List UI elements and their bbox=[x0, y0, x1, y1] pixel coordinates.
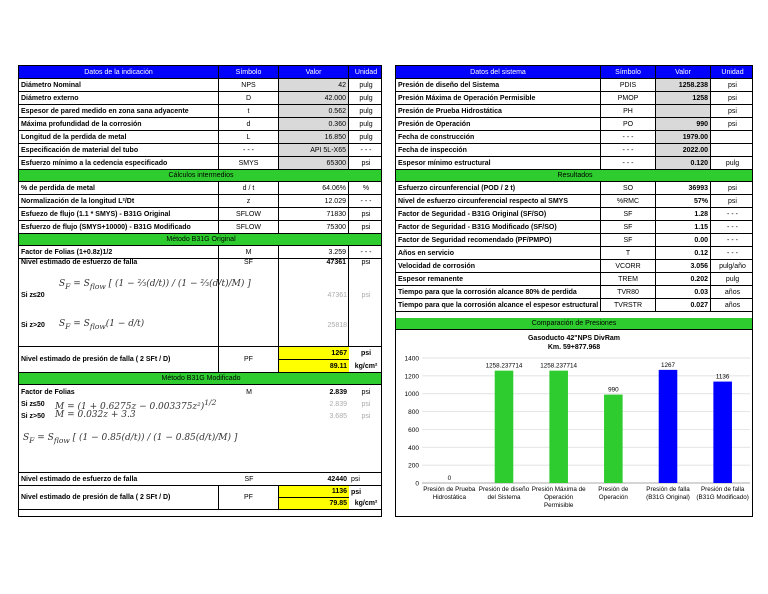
results-title-text: Resultados bbox=[557, 172, 593, 179]
mod-nivel-unit: psi bbox=[351, 475, 360, 483]
right-header-simbolo: Símbolo bbox=[601, 66, 656, 78]
mod-presion-kg-value: 79.85 bbox=[279, 498, 349, 509]
left-data-row-2 bbox=[19, 105, 381, 118]
right-data-row-5-value: 2022.00 bbox=[656, 144, 711, 156]
right-data-row-5-symbol: - - - bbox=[601, 144, 656, 156]
calc-row-2-label: Esfuezo de flujo (1.1 * SMYS) - B31G Original bbox=[19, 208, 219, 220]
left-data-row-6-unit: psi bbox=[361, 159, 371, 167]
calc-row-1-symbol: z bbox=[219, 195, 279, 207]
calc-row-2-value: 71830 bbox=[279, 208, 349, 220]
right-data-row-3-value: 990 bbox=[656, 118, 711, 130]
results-row-3-value: 1.15 bbox=[656, 221, 711, 233]
left-panel bbox=[18, 65, 382, 517]
left-data-row-5-value: API 5L-X65 bbox=[279, 144, 349, 156]
left-data-row-2-label: Espesor de pared medido en zona sana adyacente bbox=[19, 105, 219, 117]
results-row-0-value: 36993 bbox=[656, 182, 711, 194]
b31g-nivel-unit: psi bbox=[361, 259, 371, 266]
b31g-presion-psi-unit: psi bbox=[360, 350, 372, 357]
right-data-row-4-unit bbox=[711, 131, 754, 143]
calc-row-0-unit: % bbox=[362, 184, 370, 192]
bar-label-3: 990 bbox=[608, 386, 619, 394]
left-data-row-4 bbox=[19, 131, 381, 144]
results-row-2 bbox=[396, 208, 752, 221]
calc-row-3-symbol: SFLOW bbox=[219, 221, 279, 233]
right-data-row-1 bbox=[396, 92, 752, 105]
left-data-row-0-value: 42 bbox=[279, 79, 349, 91]
results-row-8-unit: años bbox=[724, 288, 741, 296]
calc-title-text: Cálculos intermedios bbox=[168, 172, 234, 179]
left-data-row-1-value: 42.000 bbox=[279, 92, 349, 104]
left-data-row-4-unit: pulg bbox=[359, 133, 373, 141]
results-row-8-value: 0.03 bbox=[656, 286, 711, 298]
left-data-row-3 bbox=[19, 118, 381, 131]
calc-row-0-label: % de perdida de metal bbox=[19, 182, 219, 194]
x-tick-3: Presión de Operación bbox=[598, 486, 629, 501]
b31g-presion-symbol: PF bbox=[219, 347, 279, 372]
b31g-case2-label: Si z>20 bbox=[21, 321, 45, 329]
results-row-5-unit: - - - bbox=[727, 249, 738, 257]
calc-row-3-label: Esfuerzo de flujo (SMYS+10000) - B31G Modificado bbox=[19, 221, 219, 233]
left-data-row-1 bbox=[19, 92, 381, 105]
results-row-9-label: Tiempo para que la corrosión alcance el espesor estructural bbox=[396, 299, 601, 311]
right-data-row-6-symbol: - - - bbox=[601, 157, 656, 169]
left-data-row-5-unit: - - - bbox=[360, 146, 372, 154]
results-row-9-symbol: TVRSTR bbox=[601, 299, 656, 311]
results-row-3-symbol: SF bbox=[601, 221, 656, 233]
right-data-row-1-label: Presión Máxima de Operación Permisible bbox=[396, 92, 601, 104]
right-data-row-5-unit bbox=[711, 144, 754, 156]
calc-row-1-value: 12.029 bbox=[279, 195, 349, 207]
results-row-6-unit: pulg/año bbox=[719, 262, 746, 270]
results-row-1-symbol: %RMC bbox=[601, 195, 656, 207]
left-header-unidad: Unidad bbox=[354, 68, 378, 76]
mod-case2-value: 3.685 bbox=[329, 412, 347, 420]
mod-presion-kg-unit: kg/cm² bbox=[354, 500, 378, 507]
calc-row-3-unit: psi bbox=[361, 223, 371, 231]
chart-title: Gasoducto 42"NPS DivRam bbox=[527, 335, 621, 342]
b31g-presion-label: Nivel estimado de presión de falla ( 2 SFt / D) bbox=[19, 347, 219, 372]
bar-4 bbox=[659, 370, 678, 483]
y-tick-7: 1400 bbox=[404, 355, 419, 363]
calc-row-1 bbox=[19, 195, 381, 208]
mod-presion-psi-value: 1136 bbox=[279, 486, 349, 498]
results-row-5 bbox=[396, 247, 752, 260]
b31g-formula-case2: $S_F = S_{flow}(1 - d/t)$ bbox=[59, 319, 145, 331]
right-data-row-0-value: 1258.238 bbox=[656, 79, 711, 91]
calc-title bbox=[19, 170, 381, 182]
results-row-6 bbox=[396, 260, 752, 273]
right-data-row-0-label: Presión de diseño del Sistema bbox=[396, 79, 601, 91]
x-tick-1: Presión de diseño del Sistema bbox=[478, 486, 530, 501]
right-panel bbox=[395, 65, 753, 517]
results-row-3 bbox=[396, 221, 752, 234]
right-data-row-6 bbox=[396, 157, 752, 170]
mod-formula-case1: $M = (1 + 0.6275z - 0.003375z^2)^{1/2}$ bbox=[55, 398, 217, 412]
right-data-row-0-unit: psi bbox=[728, 81, 737, 89]
mod-nivel-label: Nivel estimado de esfuerzo de falla bbox=[21, 475, 138, 483]
y-tick-3: 600 bbox=[408, 426, 419, 434]
results-row-5-value: 0.12 bbox=[656, 247, 711, 259]
right-data-row-4 bbox=[396, 131, 752, 144]
results-row-2-symbol: SF bbox=[601, 208, 656, 220]
results-row-6-label: Velocidad de corrosión bbox=[396, 260, 601, 272]
results-row-2-value: 1.28 bbox=[656, 208, 711, 220]
calc-row-2 bbox=[19, 208, 381, 221]
x-tick-5: Presión de falla (B31G Modificado) bbox=[696, 486, 749, 501]
results-row-1-value: 57% bbox=[656, 195, 711, 207]
left-data-row-0 bbox=[19, 79, 381, 92]
results-row-7-symbol: TREM bbox=[601, 273, 656, 285]
mod-folias-unit: psi bbox=[361, 388, 371, 396]
results-row-0-label: Esfuerzo circunferencial (POD / 2 t) bbox=[396, 182, 601, 194]
results-row-0-symbol: SO bbox=[601, 182, 656, 194]
folias-row-symbol: M bbox=[219, 246, 279, 258]
results-row-4-label: Factor de Seguridad recomendado (PF/PMPO) bbox=[396, 234, 601, 246]
bar-3 bbox=[604, 395, 623, 483]
results-row-9-unit: años bbox=[724, 301, 741, 309]
b31g-case1-value: 47361 bbox=[327, 291, 347, 299]
y-tick-6: 1200 bbox=[404, 373, 419, 381]
y-tick-5: 1000 bbox=[404, 391, 419, 399]
b31g-presion-kg-value: 89.11 bbox=[279, 360, 349, 372]
results-row-2-label: Factor de Seguridad - B31G Original (SF/SO) bbox=[396, 208, 601, 220]
results-row-8-symbol: TVR80 bbox=[601, 286, 656, 298]
y-tick-0: 0 bbox=[415, 480, 419, 488]
results-row-1 bbox=[396, 195, 752, 208]
bar-label-5: 1136 bbox=[715, 373, 730, 381]
results-row-1-unit: psi bbox=[728, 197, 737, 205]
results-row-2-unit: - - - bbox=[727, 210, 738, 218]
chart-header-row bbox=[396, 318, 752, 330]
mod-case1-label: Si z≤50 bbox=[21, 400, 45, 408]
mod-nivel-row bbox=[19, 473, 381, 486]
right-data-row-6-label: Espesor mínimo estructural bbox=[396, 157, 601, 169]
b31g-case2-value: 25818 bbox=[327, 321, 347, 329]
left-data-row-0-label: Diámetro Nominal bbox=[19, 79, 219, 91]
bar-1 bbox=[495, 371, 514, 483]
right-data-row-4-symbol: - - - bbox=[601, 131, 656, 143]
left-data-row-3-label: Máxima profundidad de la corrosión bbox=[19, 118, 219, 130]
results-row-3-label: Factor de Seguridad - B31G Modificado (SF/SO) bbox=[396, 221, 601, 233]
b31g-nivel-label: Nivel estimado de esfuerzo de falla bbox=[19, 259, 219, 346]
results-row-3-unit: - - - bbox=[727, 223, 738, 231]
calc-row-3-value: 75300 bbox=[279, 221, 349, 233]
calc-row-1-unit: - - - bbox=[360, 197, 372, 205]
b31g-presion-kg-unit: kg/cm² bbox=[354, 362, 378, 370]
left-data-row-4-symbol: L bbox=[219, 131, 279, 143]
left-data-row-4-value: 16.850 bbox=[279, 131, 349, 143]
folias-row bbox=[19, 246, 381, 259]
left-data-row-4-label: Longitud de la perdida de metal bbox=[19, 131, 219, 143]
results-row-6-symbol: VCORR bbox=[601, 260, 656, 272]
left-data-row-2-unit: pulg bbox=[359, 107, 373, 115]
mod-folias-symbol: M bbox=[246, 388, 252, 396]
chart-header: Comparación de Presiones bbox=[531, 320, 617, 327]
results-row-0 bbox=[396, 182, 752, 195]
mod-formula-case2: M = 0.032z + 3.3 bbox=[55, 410, 136, 420]
right-data-row-2-value bbox=[656, 105, 711, 117]
folias-row-value: 3.259 bbox=[279, 246, 349, 258]
left-header-simbolo: Símbolo bbox=[219, 66, 279, 78]
b31g-nivel-value: 47361 bbox=[279, 259, 349, 346]
mod-formula-sf: $S_F = S_{flow}$ [ (1 − 0.85(d/t)) / (1 − 0.85(d/t)/M) ] bbox=[23, 433, 238, 445]
results-row-7-label: Espesor remanente bbox=[396, 273, 601, 285]
left-data-row-5-symbol: - - - bbox=[219, 144, 279, 156]
right-header-row bbox=[396, 66, 752, 79]
mod-case2-label: Si z>50 bbox=[21, 412, 45, 420]
results-row-7-value: 0.202 bbox=[656, 273, 711, 285]
left-data-row-1-symbol: D bbox=[219, 92, 279, 104]
right-data-row-0-symbol: PDIS bbox=[601, 79, 656, 91]
left-data-row-5-label: Especificación de material del tubo bbox=[19, 144, 219, 156]
mod-presion-psi-unit: psi bbox=[351, 488, 362, 496]
mod-presion-row bbox=[19, 486, 381, 510]
left-header-valor: Valor bbox=[279, 66, 349, 78]
mod-presion-symbol: PF bbox=[219, 486, 279, 509]
left-data-row-2-symbol: t bbox=[219, 105, 279, 117]
b31g-title-text: Método B31G Original bbox=[166, 236, 236, 243]
y-tick-2: 400 bbox=[408, 444, 419, 452]
folias-row-label: Factor de Folias (1+0.8z)1/2 bbox=[19, 246, 219, 258]
right-data-row-5 bbox=[396, 144, 752, 157]
calc-row-1-label: Normalización de la longitud L²/Dt bbox=[19, 195, 219, 207]
results-row-4-symbol: SF bbox=[601, 234, 656, 246]
right-header-valor: Valor bbox=[656, 66, 711, 78]
y-tick-4: 800 bbox=[408, 409, 419, 417]
y-tick-1: 200 bbox=[408, 462, 419, 470]
b31g-nivel-symbol: SF bbox=[219, 259, 279, 346]
results-row-6-value: 3.056 bbox=[656, 260, 711, 272]
x-tick-2: Presión Máxima de Operación Permisible bbox=[531, 486, 586, 509]
right-data-row-2-label: Presión de Prueba Hidrostática bbox=[396, 105, 601, 117]
calc-row-2-unit: psi bbox=[361, 210, 371, 218]
right-data-row-3-unit: psi bbox=[728, 120, 737, 128]
b31g-case1-label: Si z≤20 bbox=[21, 291, 45, 299]
left-header-datos: Datos de la indicación bbox=[19, 66, 219, 78]
x-tick-4: Presión de falla (B31G Original) bbox=[646, 486, 690, 501]
left-data-row-2-value: 0.562 bbox=[279, 105, 349, 117]
right-data-row-2 bbox=[396, 105, 752, 118]
results-title bbox=[396, 170, 752, 182]
left-data-row-0-unit: pulg bbox=[359, 81, 373, 89]
mod-block bbox=[19, 385, 381, 473]
calc-row-0 bbox=[19, 182, 381, 195]
mod-folias-label: Factor de Folias bbox=[21, 388, 75, 396]
left-data-row-1-label: Diámetro externo bbox=[19, 92, 219, 104]
results-row-9-value: 0.027 bbox=[656, 299, 711, 311]
results-row-8-label: Tiempo para que la corrosión alcance 80% de perdida bbox=[396, 286, 601, 298]
calc-row-2-symbol: SFLOW bbox=[219, 208, 279, 220]
right-data-row-6-value: 0.120 bbox=[656, 157, 711, 169]
right-data-row-4-label: Fecha de construcción bbox=[396, 131, 601, 143]
bar-label-4: 1267 bbox=[660, 361, 676, 369]
x-tick-0: Presión de Prueba Hidrostática bbox=[423, 486, 476, 501]
left-data-row-0-symbol: NPS bbox=[219, 79, 279, 91]
right-data-row-2-unit: psi bbox=[728, 107, 737, 115]
b31g-title bbox=[19, 234, 381, 246]
b31g-case1-unit: psi bbox=[361, 291, 371, 299]
bar-label-2: 1258.237714 bbox=[540, 362, 578, 370]
left-data-row-6-label: Esfuerzo mínimo a la cedencia especificado bbox=[19, 157, 219, 169]
calc-row-0-symbol: d / t bbox=[219, 182, 279, 194]
right-header-unidad: Unidad bbox=[721, 68, 744, 76]
left-data-row-5 bbox=[19, 144, 381, 157]
mod-nivel-symbol: SF bbox=[244, 475, 254, 483]
right-data-row-4-value: 1979.00 bbox=[656, 131, 711, 143]
left-data-row-3-symbol: d bbox=[219, 118, 279, 130]
bar-label-0: 0 bbox=[447, 475, 452, 482]
folias-row-unit: - - - bbox=[360, 248, 372, 256]
mod-case1-unit: psi bbox=[361, 400, 371, 408]
results-row-4 bbox=[396, 234, 752, 247]
b31g-presion-psi-value: 1267 bbox=[279, 347, 349, 360]
mod-title bbox=[19, 373, 381, 385]
results-row-1-label: Nivel de esfuerzo circunferencial respecto al SMYS bbox=[396, 195, 601, 207]
right-data-row-3-label: Presión de Operación bbox=[396, 118, 601, 130]
mod-case2-unit: psi bbox=[361, 412, 371, 420]
right-data-row-1-unit: psi bbox=[728, 94, 737, 102]
right-header-datos: Datos del sistema bbox=[396, 66, 601, 78]
right-data-row-3 bbox=[396, 118, 752, 131]
right-data-row-2-symbol: PH bbox=[601, 105, 656, 117]
results-row-4-value: 0.00 bbox=[656, 234, 711, 246]
results-row-8 bbox=[396, 286, 752, 299]
b31g-presion-row bbox=[19, 347, 381, 373]
b31g-nivel-block bbox=[19, 259, 381, 347]
results-row-7 bbox=[396, 273, 752, 286]
bar-label-1: 1258.237714 bbox=[485, 362, 523, 370]
results-row-5-symbol: T bbox=[601, 247, 656, 259]
mod-presion-label: Nivel estimado de presión de falla ( 2 SFt / D) bbox=[19, 486, 219, 509]
mod-case1-value: 2.839 bbox=[329, 400, 347, 408]
calc-row-3 bbox=[19, 221, 381, 234]
calc-row-0-value: 64.06% bbox=[279, 182, 349, 194]
right-data-row-1-value: 1258 bbox=[656, 92, 711, 104]
mod-title-text: Método B31G Modificado bbox=[161, 375, 241, 382]
left-data-row-6-symbol: SMYS bbox=[219, 157, 279, 169]
results-row-9 bbox=[396, 299, 752, 312]
bar-5 bbox=[713, 382, 732, 483]
right-data-row-6-unit: pulg bbox=[725, 159, 740, 167]
mod-folias-value: 2.839 bbox=[329, 388, 347, 396]
results-row-7-unit: pulg bbox=[725, 275, 740, 283]
left-data-row-3-unit: pulg bbox=[359, 120, 373, 128]
left-header-row bbox=[19, 66, 381, 79]
left-data-row-6-value: 65300 bbox=[279, 157, 349, 169]
mod-nivel-value: 42440 bbox=[327, 475, 347, 483]
b31g-formula-case1: $S_F = S_{flow}$ [ (1 − ⅔(d/t)) / (1 − ⅔(d/t)/M) ] bbox=[59, 279, 251, 291]
left-data-row-1-unit: pulg bbox=[359, 94, 373, 102]
results-row-0-unit: psi bbox=[728, 184, 737, 192]
right-data-row-0 bbox=[396, 79, 752, 92]
left-data-row-3-value: 0.360 bbox=[279, 118, 349, 130]
left-data-row-6 bbox=[19, 157, 381, 170]
results-row-4-unit: - - - bbox=[727, 236, 738, 244]
right-data-row-3-symbol: PO bbox=[601, 118, 656, 130]
pressure-comparison-chart bbox=[396, 330, 752, 516]
results-row-5-label: Años en servicio bbox=[396, 247, 601, 259]
chart-subtitle: Km. 59+877.968 bbox=[547, 344, 601, 351]
right-data-row-1-symbol: PMOP bbox=[601, 92, 656, 104]
right-data-row-5-label: Fecha de inspección bbox=[396, 144, 601, 156]
bar-2 bbox=[549, 371, 568, 483]
